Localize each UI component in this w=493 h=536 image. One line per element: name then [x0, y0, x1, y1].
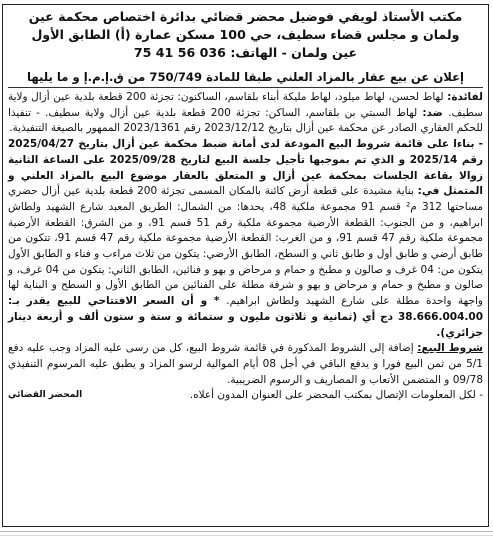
header-line-3: [8, 44, 483, 62]
header-phone-label: عين ولمان - الهاتف:: [230, 45, 358, 60]
signature: المحضر القضائي: [8, 390, 83, 401]
sale-conditions-intro: - بناءا على قائمة شروط البيع المودعة لدى أمانة ضبط محكمة عين أزال بتاريخ 2025/04/27 رقم 2025/14 و الذي تم بموجبها تأجيل جلسة البيع لتاريخ 2025/09/28 على الساعة الثانية زوالا بقاعة الجلسات بمحكمة عين أزال و المتعلق بالعقار موضوع البيع بالمزاد العلني و المتمثل في:: [8, 138, 484, 198]
notice-title: إعلان عن بيع عقار بالمزاد العلني طبقا للمادة 750/749 من ق.إ.م.إ و ما يليها: [8, 68, 483, 88]
contact-text: - لكل المعلومات الإتصال بمكتب المحضر على العنوان المدون أعلاه.: [189, 389, 483, 402]
legal-notice: [2, 4, 489, 527]
page-divider: [0, 531, 493, 532]
against-label: ضد:: [422, 106, 449, 119]
header-phone-number: 036 56 41 75: [133, 45, 226, 60]
against-text: لهاط السبتي بن بلقاسم، الساكن: تجزئة 200 قطعة بلدية عين أزال ولاية سطيف. - تنفيذا للحكم العقاري الصادر عن محكمة عين أزال بتاريخ 2023/12/12 رقم 2023/1361 الممهور بالصيغة التنفيذية.: [8, 106, 483, 135]
property-description: بناية مشيدة على قطعة أرض كائنة بالمكان المسمى تجزئة 200 قطعة بلدية عين أزال حضري مساحتها 312 م² قسم 91 مجموعة ملكية 48، يحدها: من الشمال: الطريق المعبد شارع الشهيد ولطاش ابراهيم، و من الجنوب: القطعة الأرضية مجموعة ملكية رقم 51 قسم 91، و من الشرق: القطعة الأرضية مجموعة ملكية رقم 47 قسم 91، و من الغرب: القطعة الأرضية مجموعة ملكية رقم 47 قسم 91، تتكون من طابق أرضي و طابق أول و طابق ثاني و السطح، الطابق الأرضي: يتكون من ثلاث مراءب و فناء و الطابق الأول يتكون من: 04 غرف و صالون و مطبخ و حمام و مرحاض و بهو و فنائين، الطابق الثاني: يتكون من 04 غرف، و صالون و مطبخ و حمام و مرحاض و بهو و شرفة مطلة على الفنائين من الطابق الأول و السطح و البناية لها واجهة واحدة مطلة على شارع الشهيد ولطاش ابراهيم.: [8, 185, 484, 308]
terms-text: إضافة إلى الشروط المذكورة في قائمة شروط البيع، كل من رسى عليه المزاد وجب عليه دفع 5/1 من ثمن البيع فورا و يدفع الباقي في أجل 08 أيام الموالية لرسو المزاد و يطبق عليه المرسوم التنفيذي 09/78 و المتضمن الأتعاب و المصاريف و الرسوم الضريبية.: [8, 342, 483, 386]
opening-price: * و أن السعر الافتتاحي للبيع يقدر بـ: 38.666.004.00 دج أي (ثمانية و ثلاثون مليون و ستمائة و ستة و ستون ألف و أربعة دينار جزائري).: [8, 295, 483, 339]
notice-body: [8, 90, 483, 404]
beneficiary-label: لفائدة:: [447, 91, 483, 103]
paragraph-property: [8, 137, 483, 341]
paragraph-terms: [8, 341, 483, 388]
beneficiary-text: لهاط لحسن، لهاط ميلود، لهاط مليكة أبناء بلقاسم، الساكنون: تجزئة 200 قطعة بلدية عين أزال ولاية سطيف.: [8, 91, 483, 119]
notice-header: [8, 8, 483, 62]
header-line-2: ولمان و مجلس قضاء سطيف، حي 100 مسكن عمارة (أ) الطابق الأول: [31, 27, 460, 42]
header-line-1: مكتب الأستاذ لويفي فوضيل محضر قضائي بدائرة اختصاص محكمة عين: [28, 9, 463, 24]
paragraph-parties: [8, 90, 483, 137]
paragraph-contact: [8, 388, 483, 404]
terms-label: شروط البيع:: [417, 342, 483, 355]
